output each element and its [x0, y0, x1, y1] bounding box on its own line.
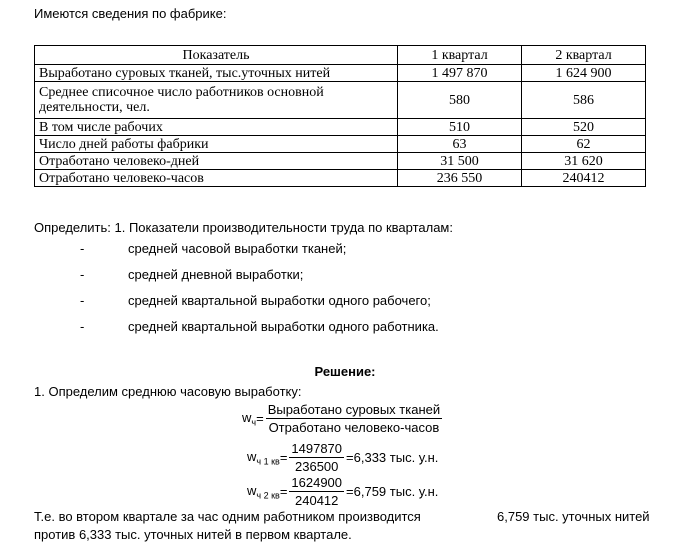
header-quarter-2: 2 квартал: [522, 46, 646, 65]
row-q2-value: 520: [522, 119, 646, 136]
header-quarter-1: 1 квартал: [398, 46, 522, 65]
formula-eq: =: [279, 450, 288, 465]
formula-symbol: $w_{ч 2 кв}$: [247, 482, 280, 501]
conclusion-text-part-2: 6,759 тыс. уточных нитей: [497, 509, 650, 524]
list-dash: -: [80, 241, 85, 256]
list-dash: -: [80, 319, 85, 334]
row-name: Выработано суровых тканей, тыс.уточных нитей: [35, 65, 398, 82]
formula-result: =6,759 тыс. у.н.: [346, 484, 439, 499]
row-q2-value: 62: [522, 136, 646, 153]
table-row: [35, 136, 646, 153]
row-q2-value: 586: [522, 82, 646, 119]
formula-eq: =: [279, 484, 288, 499]
list-dash: -: [80, 267, 85, 282]
row-q1-value: 63: [398, 136, 522, 153]
formula-result: =6,333 тыс. у.н.: [346, 450, 439, 465]
formula-eq: =: [256, 411, 264, 426]
formula-symbol: $w_{ч 1 кв}$: [247, 448, 280, 467]
list-dash: -: [80, 293, 85, 308]
fraction-denominator: 236500: [295, 459, 339, 474]
fraction-numerator: 1497870: [291, 441, 343, 456]
formula-general: [242, 401, 444, 436]
task-item-text: средней дневной выработки;: [128, 267, 304, 282]
table-row: [35, 170, 646, 187]
table-header-row: [35, 46, 646, 65]
row-name-line-2: деятельности, чел.: [39, 100, 150, 115]
row-q2-value: 31 620: [522, 153, 646, 170]
task-list-item: [80, 241, 346, 256]
fraction-numerator: Выработано суровых тканей: [267, 402, 441, 417]
row-q1-value: 1 497 870: [398, 65, 522, 82]
formula-q2: [247, 474, 438, 509]
fraction-denominator: 240412: [295, 493, 339, 508]
task-item-text: средней квартальной выработки одного работника.: [128, 319, 439, 334]
header-indicator: Показатель: [35, 46, 398, 65]
row-q2-value: 240412: [522, 170, 646, 187]
fraction-numerator: 1624900: [291, 475, 343, 490]
intro-text: Имеются сведения по фабрике:: [34, 6, 227, 21]
task-list-item: [80, 267, 303, 282]
row-q1-value: 510: [398, 119, 522, 136]
row-name: Число дней работы фабрики: [35, 136, 398, 153]
solution-title: Решение:: [314, 364, 376, 379]
row-name: Отработано человеко-дней: [35, 153, 398, 170]
table-row: [35, 65, 646, 82]
formula-symbol: $w_ч$: [242, 409, 257, 428]
row-name: Отработано человеко-часов: [35, 170, 398, 187]
factory-data-table: [34, 45, 646, 187]
row-name: В том числе рабочих: [35, 119, 398, 136]
formula-fraction: [289, 474, 344, 509]
formula-q1: [247, 440, 438, 475]
table-row: [35, 82, 646, 119]
conclusion-text-line-2: против 6,333 тыс. уточных нитей в первом квартале.: [34, 527, 352, 542]
formula-fraction: [289, 440, 344, 475]
row-q1-value: 236 550: [398, 170, 522, 187]
task-item-text: средней квартальной выработки одного рабочего;: [128, 293, 431, 308]
task-list-item: [80, 319, 439, 334]
row-q1-value: 31 500: [398, 153, 522, 170]
task-text: Определить: 1. Показатели производительности труда по кварталам:: [34, 220, 453, 235]
table-row: [35, 119, 646, 136]
fraction-denominator: Отработано человеко-часов: [268, 420, 440, 435]
task-item-text: средней часовой выработки тканей;: [128, 241, 347, 256]
conclusion-text-part-1: Т.е. во втором квартале за час одним работником производится: [34, 509, 421, 524]
row-name: [35, 82, 398, 119]
task-list-item: [80, 293, 431, 308]
row-q2-value: 1 624 900: [522, 65, 646, 82]
step-1-text: 1. Определим среднюю часовую выработку:: [34, 384, 302, 399]
table-row: [35, 153, 646, 170]
row-q1-value: 580: [398, 82, 522, 119]
row-name-line-1: Среднее списочное число работников основной: [39, 85, 324, 100]
formula-fraction: [266, 401, 442, 436]
